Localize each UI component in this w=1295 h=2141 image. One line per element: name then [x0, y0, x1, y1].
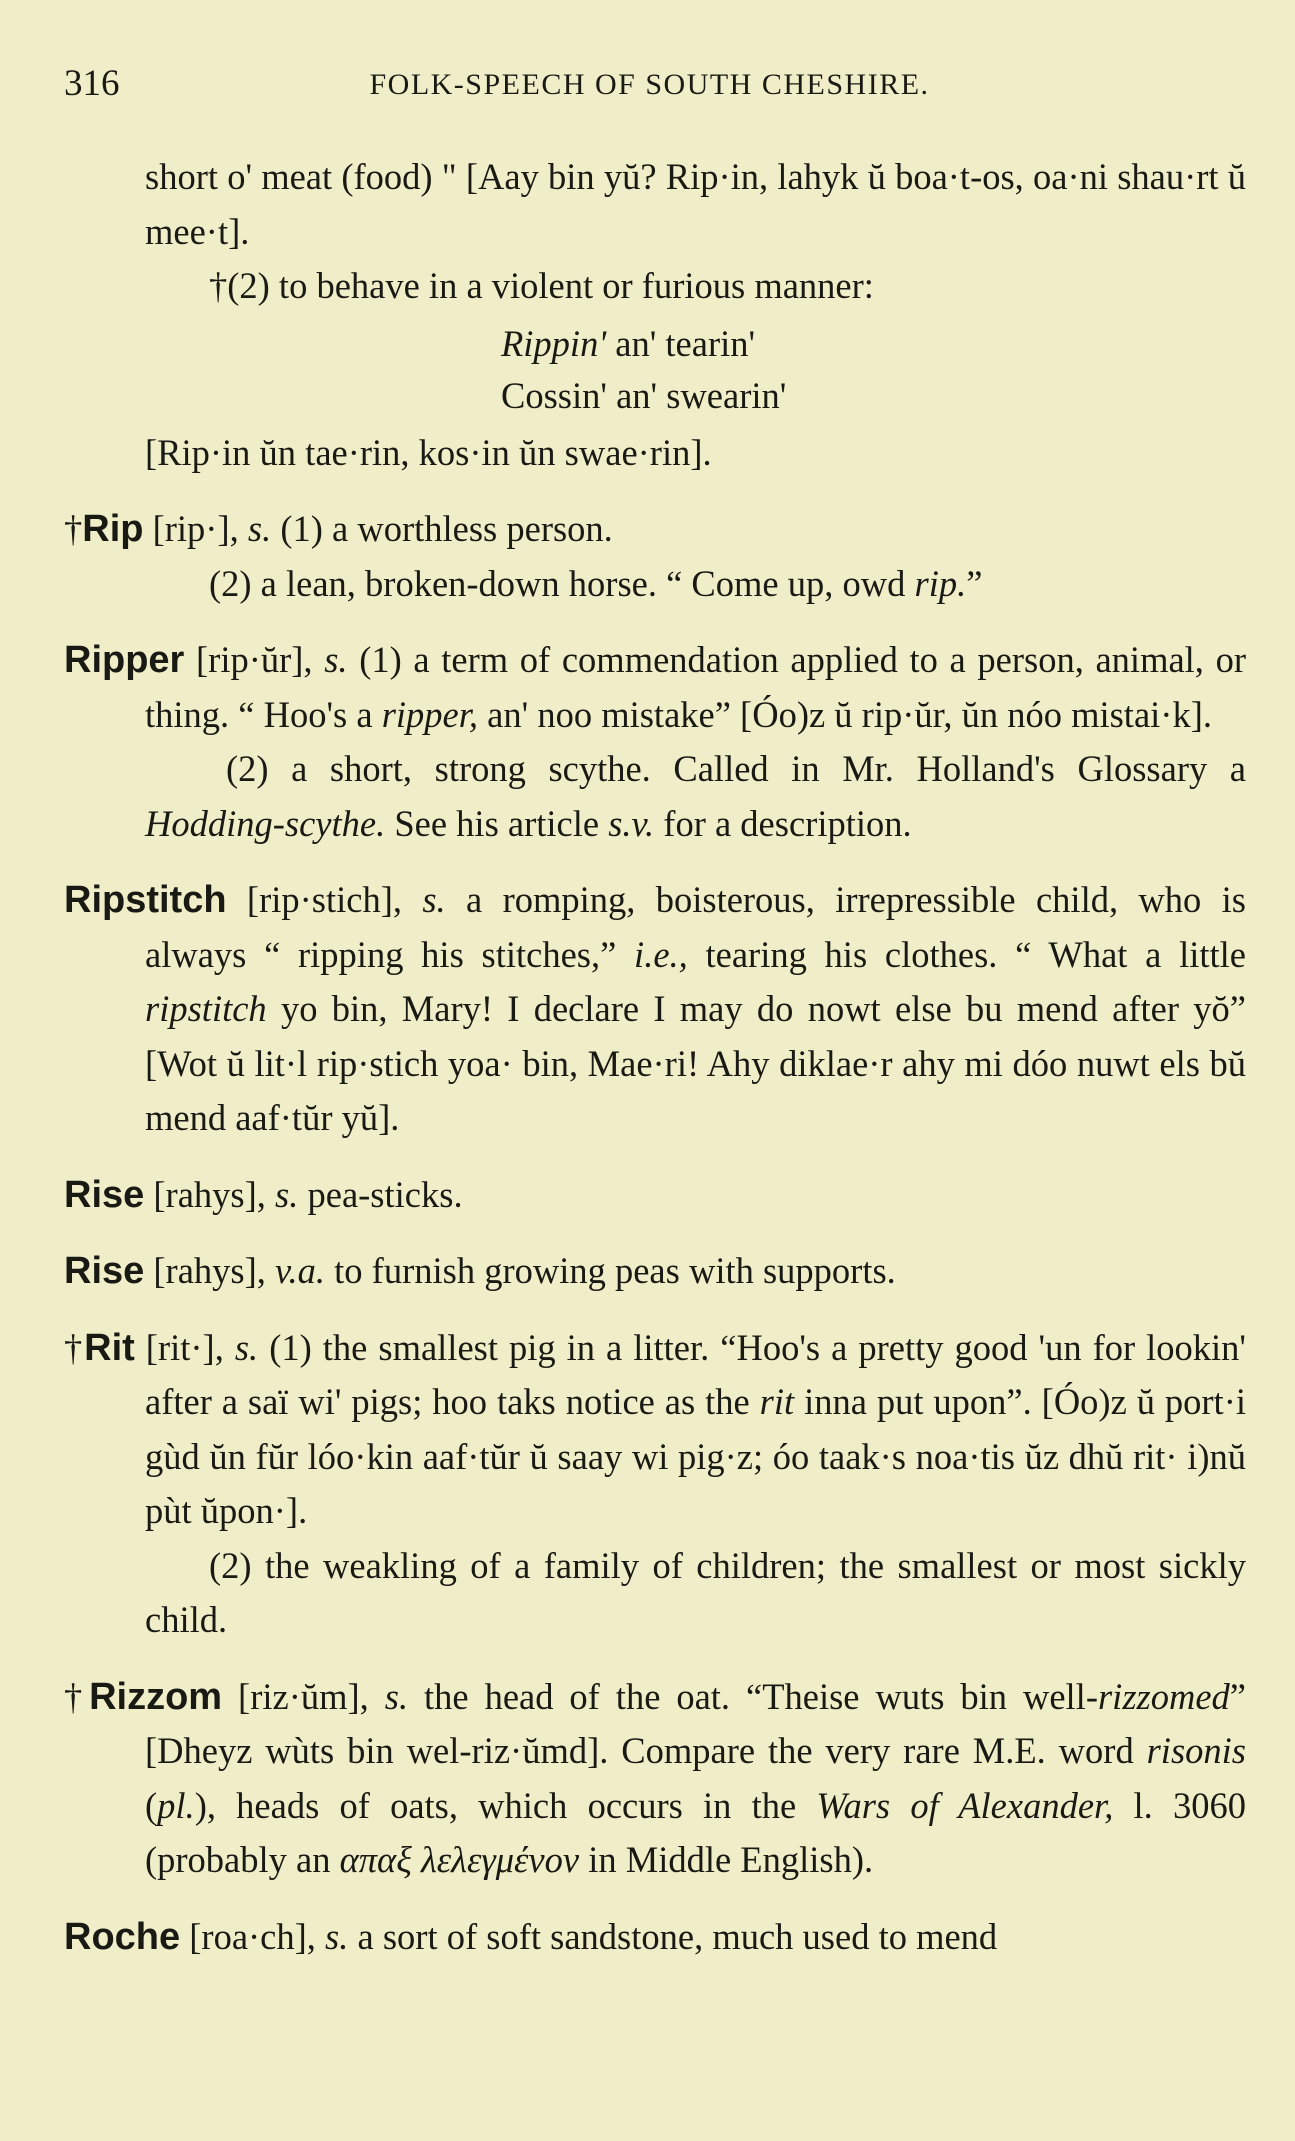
- verse-line-2: Cossin' an' swearin': [501, 374, 787, 416]
- headword: Rise: [64, 1173, 145, 1216]
- headword: Roche: [64, 1915, 181, 1958]
- headword: Ripstitch: [64, 879, 227, 921]
- headword: Rip: [82, 508, 144, 550]
- headword: Rit: [84, 1326, 135, 1369]
- verse-line-1: Rippin' an' tearin': [501, 322, 756, 364]
- entry-rit-sense-1: †Rit [rit·], s. (1) the smallest pig in a litter. “Hoo's a pretty good 'un for lookin' after a saï wi' pigs; hoo taks notice as the rit inna put upon”. [Óo)z ŭ port·i gùd ŭn fŭr lóo·kin aaf·tŭr ŭ saay wi pig·z; óo taak·s noa·tis ŭz dhŭ rit· i)nŭ pùt ŭpon·].: [64, 1326, 1246, 1531]
- entry-ripper-sense-2: (2) a short, strong scythe. Called in Mr. Holland's Glossary a Hodding-scythe. See his article s.v. for a description.: [145, 748, 1246, 844]
- headword: Rise: [64, 1250, 145, 1292]
- entry-ripper: [64, 633, 1246, 851]
- entry-rip: [64, 502, 1246, 611]
- headword: Rizzom: [89, 1675, 223, 1718]
- continuation-line: short o' meat (food) " [Aay bin yŭ? Rip·in, lahyk ŭ boa·t-os, oa·ni shau·rt ŭ mee·t].: [145, 156, 1246, 252]
- verse-italic: Rippin': [501, 322, 607, 364]
- entry-ripper-sense-1: Ripper [rip·ŭr], s. (1) a term of commendation applied to a person, animal, or thing. “ Hoo's a ripper, an' noo mistake” [Óo)z ŭ rip·ŭr, ŭn nóo mistai·k].: [64, 639, 1246, 735]
- dictionary-text: [64, 150, 1246, 1964]
- entry-rise-noun: Rise [rahys], s. pea-sticks.: [64, 1173, 463, 1216]
- page-header: [64, 62, 1235, 112]
- entry-rise-verb: Rise [rahys], v.a. to furnish growing peas with supports.: [64, 1250, 896, 1292]
- entry-ripstitch: [64, 873, 1246, 1146]
- entry-ripstitch-body: Ripstitch [rip·stich], s. a romping, boisterous, irrepressible child, who is always “ ripping his stitches,” i.e., tearing his clothes. “ What a little ripstitch yo bin, Mary! I declare I may do nowt else bu mend after yŏ” [Wot ŭ lit·l rip·stich yoa· bin, Mae·ri! Ahy diklae·r ahy mi dóo nuwt els bŭ mend aaf·tŭr yŭ].: [64, 879, 1246, 1138]
- continuation-sense-2: †(2) to behave in a violent or furious manner:: [209, 265, 874, 306]
- entry-rit: [64, 1321, 1246, 1648]
- page-number: 316: [64, 63, 120, 104]
- entry-rip-sense-2: (2) a lean, broken-down horse. “ Come up, owd rip.”: [209, 562, 983, 604]
- entry-rizzom: [64, 1670, 1246, 1888]
- entry-roche-body: Roche [roa·ch], s. a sort of soft sandstone, much used to mend: [64, 1915, 998, 1958]
- entry-rip-sense-1: †Rip [rip·], s. (1) a worthless person.: [64, 508, 613, 550]
- entry-rizzom-body: †Rizzom [riz·ŭm], s. the head of the oat. “Theise wuts bin well-rizzomed” [Dheyz wùts bin wel-riz·ŭmd]. Compare the very rare M.E. word risonis (pl.), heads of oats, which occurs in the Wars of Alexander, l. 3060 (probably an απαξ λελεγμένον in Middle English).: [64, 1675, 1246, 1880]
- continuation-pronunciation: [Rip·in ŭn tae·rin, kos·in ŭn swae·rin].: [145, 431, 712, 473]
- entry-rit-sense-2: (2) the weakling of a family of children; the smallest or most sickly child.: [145, 1544, 1246, 1640]
- running-title: FOLK-SPEECH OF SOUTH CHESHIRE.: [369, 68, 930, 101]
- entry-roche: [64, 1910, 1246, 1965]
- headword: Ripper: [64, 639, 185, 681]
